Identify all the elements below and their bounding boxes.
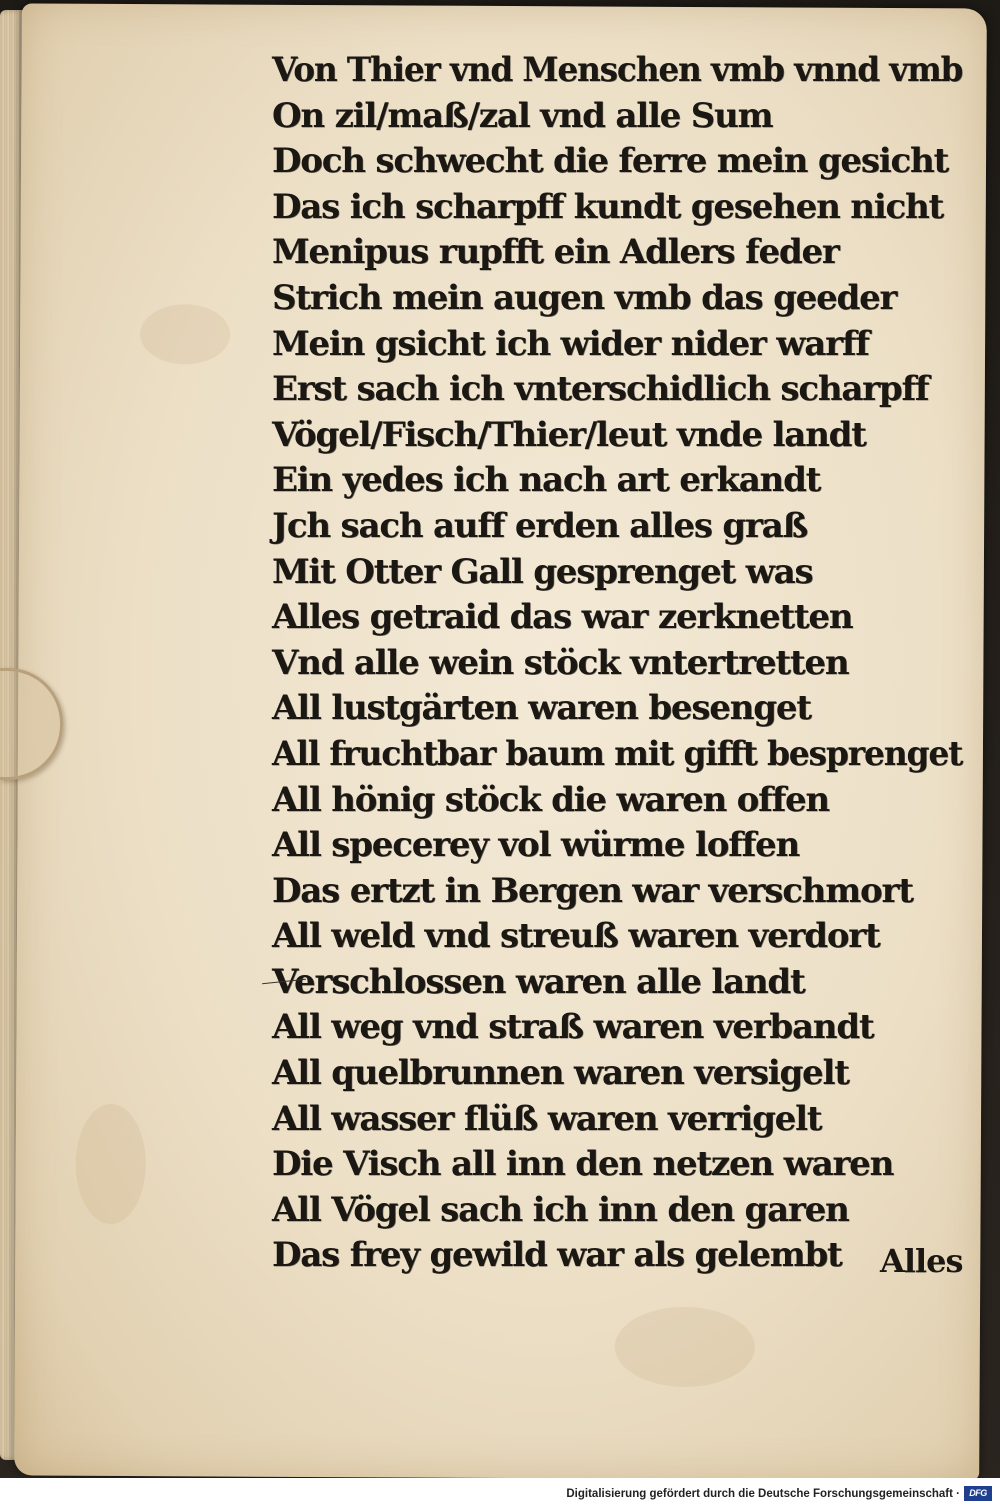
verse-line: Erst sach ich vnterschidlich scharpff (272, 369, 929, 410)
verse-line: Alles getraid das war zerknetten (272, 597, 853, 638)
verse-line: Vnd alle wein stöck vntertretten (272, 642, 849, 683)
catchword: Alles (880, 1242, 963, 1280)
verse-line: Das ertzt in Bergen war verschmort (272, 870, 913, 911)
verse-line: All specerey vol würme loffen (272, 825, 799, 866)
verse-line: Das frey gewild war als gelembt (272, 1235, 842, 1276)
verse-line: All weld vnd streuß waren verdort (272, 916, 880, 957)
verse-line: Verschlossen waren alle landt (272, 961, 805, 1002)
verse-line: Ein yedes ich nach art erkandt (272, 460, 821, 501)
verse-line: Vögel/Fisch/Thier/leut vnde landt (272, 414, 866, 455)
verse-line: All wasser flüß waren verrigelt (272, 1098, 822, 1139)
verse-line: Mein gsicht ich wider nider warff (272, 323, 869, 364)
verse-line: All Vögel sach ich inn den garen (272, 1189, 849, 1230)
dfg-logo: DFG (964, 1486, 992, 1501)
verse-line: Von Thier vnd Menschen vmb vnnd vmb (272, 50, 963, 90)
verse-line: Strich mein augen vmb das geeder (272, 277, 897, 318)
verse-text-block (272, 48, 962, 1279)
footer-bar (0, 1478, 1000, 1506)
funding-credit: Digitalisierung gefördert durch die Deutsche Forschungsgemeinschaft · (566, 1488, 960, 1500)
foxing-stain (140, 304, 230, 364)
foxing-stain (615, 1307, 755, 1388)
verse-line: Menipus rupfft ein Adlers feder (272, 232, 839, 273)
verse-line: Doch schwecht die ferre mein gesicht (272, 141, 949, 182)
verse-line: All lustgärten waren besenget (272, 688, 811, 729)
verse-line: Jch sach auff erden alles graß (272, 505, 808, 546)
verse-line: All weg vnd straß waren verbandt (272, 1007, 874, 1048)
verse-line: Das ich scharpff kundt gesehen nicht (272, 186, 943, 227)
verse-line: Die Visch all inn den netzen waren (272, 1144, 894, 1185)
verse-line: All fruchtbar baum mit gifft besprenget (272, 733, 963, 774)
verse-line: All quelbrunnen waren versigelt (272, 1053, 849, 1094)
foxing-stain (75, 1104, 146, 1224)
verse-line: Mit Otter Gall gesprenget was (272, 551, 813, 592)
verse-line: On zil/maß/zal vnd alle Sum (272, 95, 773, 136)
verse-line: All hönig stöck die waren offen (272, 779, 829, 820)
